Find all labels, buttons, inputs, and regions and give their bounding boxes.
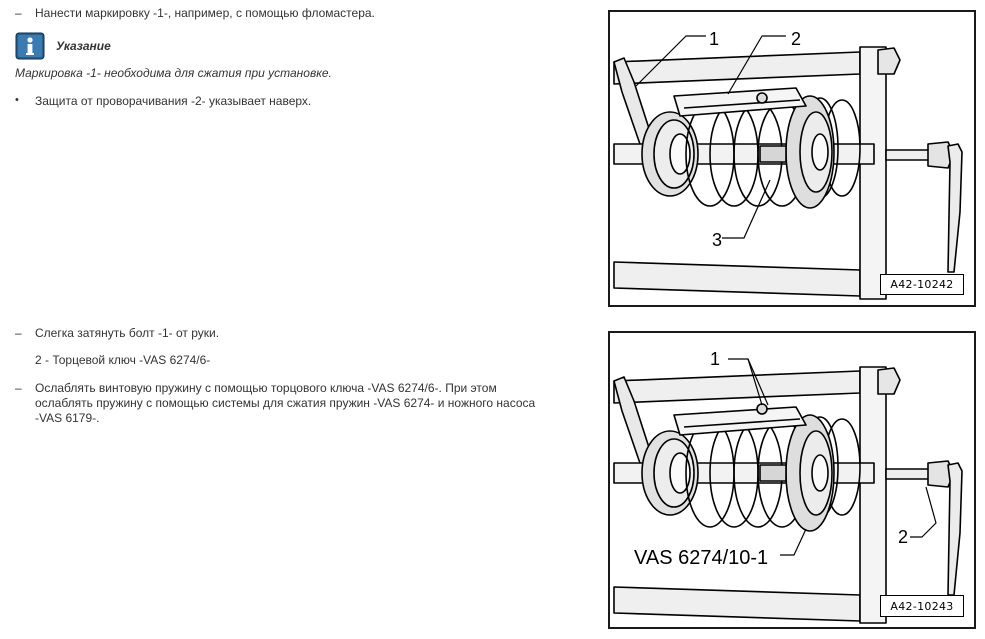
step-text-line: ослаблять пружину с помощью системы для сжатия пружин -VAS 6274- и ножного насоса [35,396,536,410]
bullet-text: Защита от проворачивания -2- указывает наверх. [35,94,312,108]
info-icon [15,32,45,60]
spring-compressor-illustration [610,333,974,627]
figure-code: A42-10242 [880,274,964,295]
callout-1: 1 [710,349,721,369]
step-dash: – [15,326,22,340]
step-dash: – [15,6,22,20]
figure-spring-compressor-2 [608,331,976,629]
step-text: Нанести маркировку -1-, например, с помощью фломастера. [35,6,375,20]
step-tighten-bolt [15,326,219,340]
step-dash: – [15,381,22,395]
bullet-item [15,94,311,108]
legend-item: 2 - Торцевой ключ -VAS 6274/6- [35,353,211,367]
spring-compressor-illustration [610,12,974,305]
callout-3: 3 [712,230,723,250]
figure-code: A42-10243 [880,595,964,617]
figure-spring-compressor-1 [608,10,976,307]
bullet-marker: • [15,94,19,106]
step-text-block [35,381,535,425]
callout-2: 2 [898,527,909,547]
step-release-spring [15,381,535,425]
step-text: Слегка затянуть болт -1- от руки. [35,326,220,340]
note-text: Маркировка -1- необходима для сжатия при установке. [15,66,332,80]
tool-label: VAS 6274/10-1 [634,547,769,569]
callout-1: 1 [709,29,720,49]
callout-2: 2 [791,29,802,49]
step-text-line: Ослаблять винтовую пружину с помощью торцового ключа -VAS 6274/6-. При этом [35,381,497,395]
step-text-line: -VAS 6179-. [35,411,100,425]
note-title: Указание [56,39,111,53]
step-mark-instruction [15,6,375,20]
